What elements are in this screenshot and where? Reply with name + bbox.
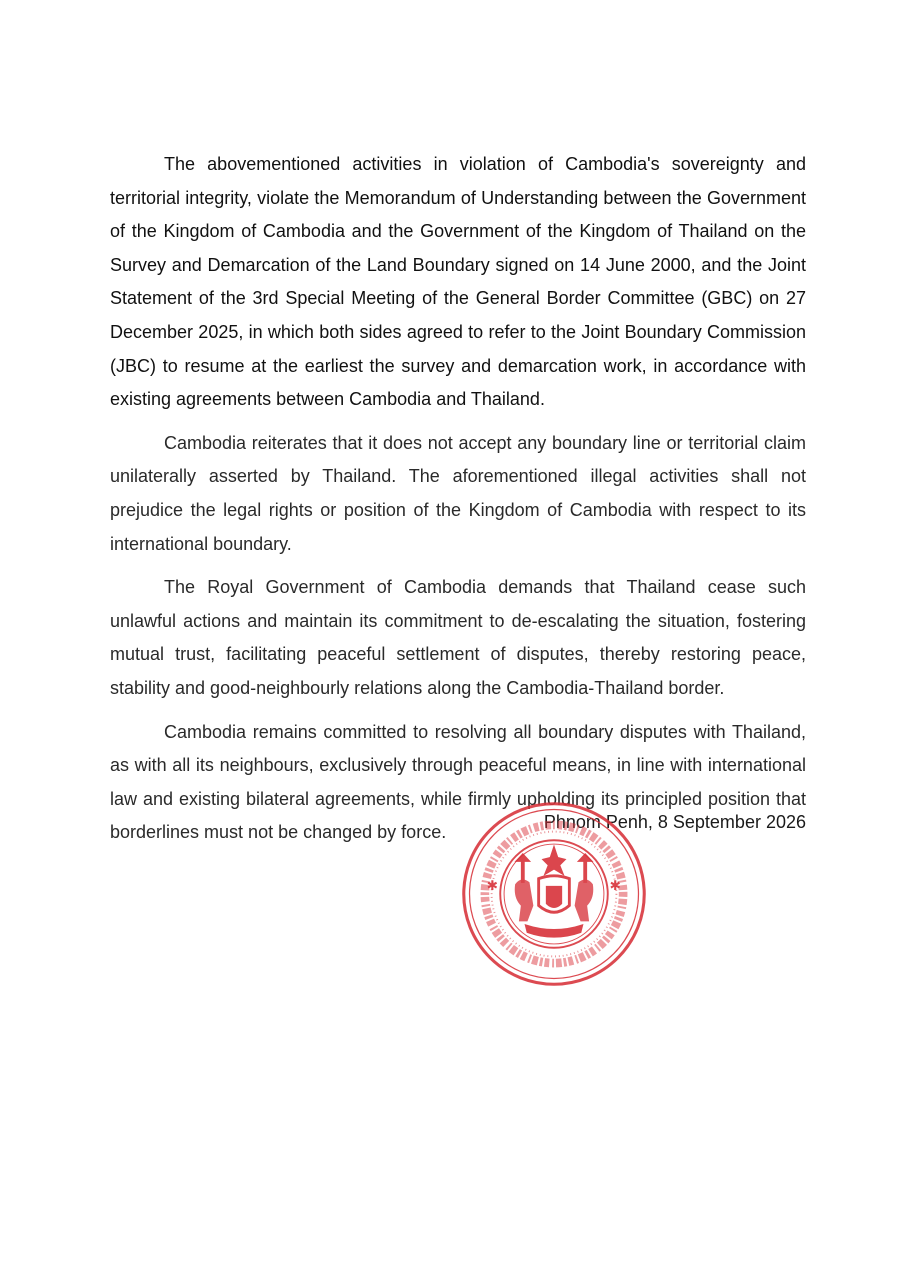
- svg-text:✱: ✱: [609, 879, 621, 895]
- document-body: [110, 148, 806, 850]
- place-date-line: Phnom Penh, 8 September 2026: [543, 812, 806, 832]
- paragraph-reiteration: Cambodia reiterates that it does not accept any boundary line or territorial claim unilaterally asserted by Thailand. The aforementioned illegal activities shall not prejudice the legal rights or position of the Kingdom of Cambodia with respect to its international boundary.: [110, 432, 806, 554]
- paragraph-commitment: Cambodia remains committed to resolving all boundary disputes with Thailand, as with all its neighbours, exclusively through peaceful means, in line with international law and existing bilateral agreements, while firmly upholding its principled position that borderlines must not be changed by force.: [110, 721, 806, 843]
- royal-seal-icon: [458, 798, 650, 990]
- paragraph-demand: The Royal Government of Cambodia demands that Thailand cease such unlawful actions and maintain its commitment to de-escalating the situation, fostering mutual trust, facilitating peaceful settlement of disputes, thereby restoring peace, stability and good-neighbourly relations along the Cambodia-Thailand border.: [110, 577, 806, 698]
- paragraph-violation: The abovementioned activities in violation of Cambodia's sovereignty and territorial integrity, violate the Memorandum of Understanding between the Government of the Kingdom of Cambodia and the Government of the Kingdom of Thailand on the Survey and Demarcation of the Land Boundary signed on 14 June 2000, and the Joint Statement of the 3rd Special Meeting of the General Border Committee (GBC) on 27 December 2025, in which both sides agreed to refer to the Joint Boundary Commission (JBC) to resume at the earliest the survey and demarcation work, in accordance with existing agreements between Cambodia and Thailand.: [110, 154, 806, 410]
- svg-text:✱: ✱: [486, 879, 499, 895]
